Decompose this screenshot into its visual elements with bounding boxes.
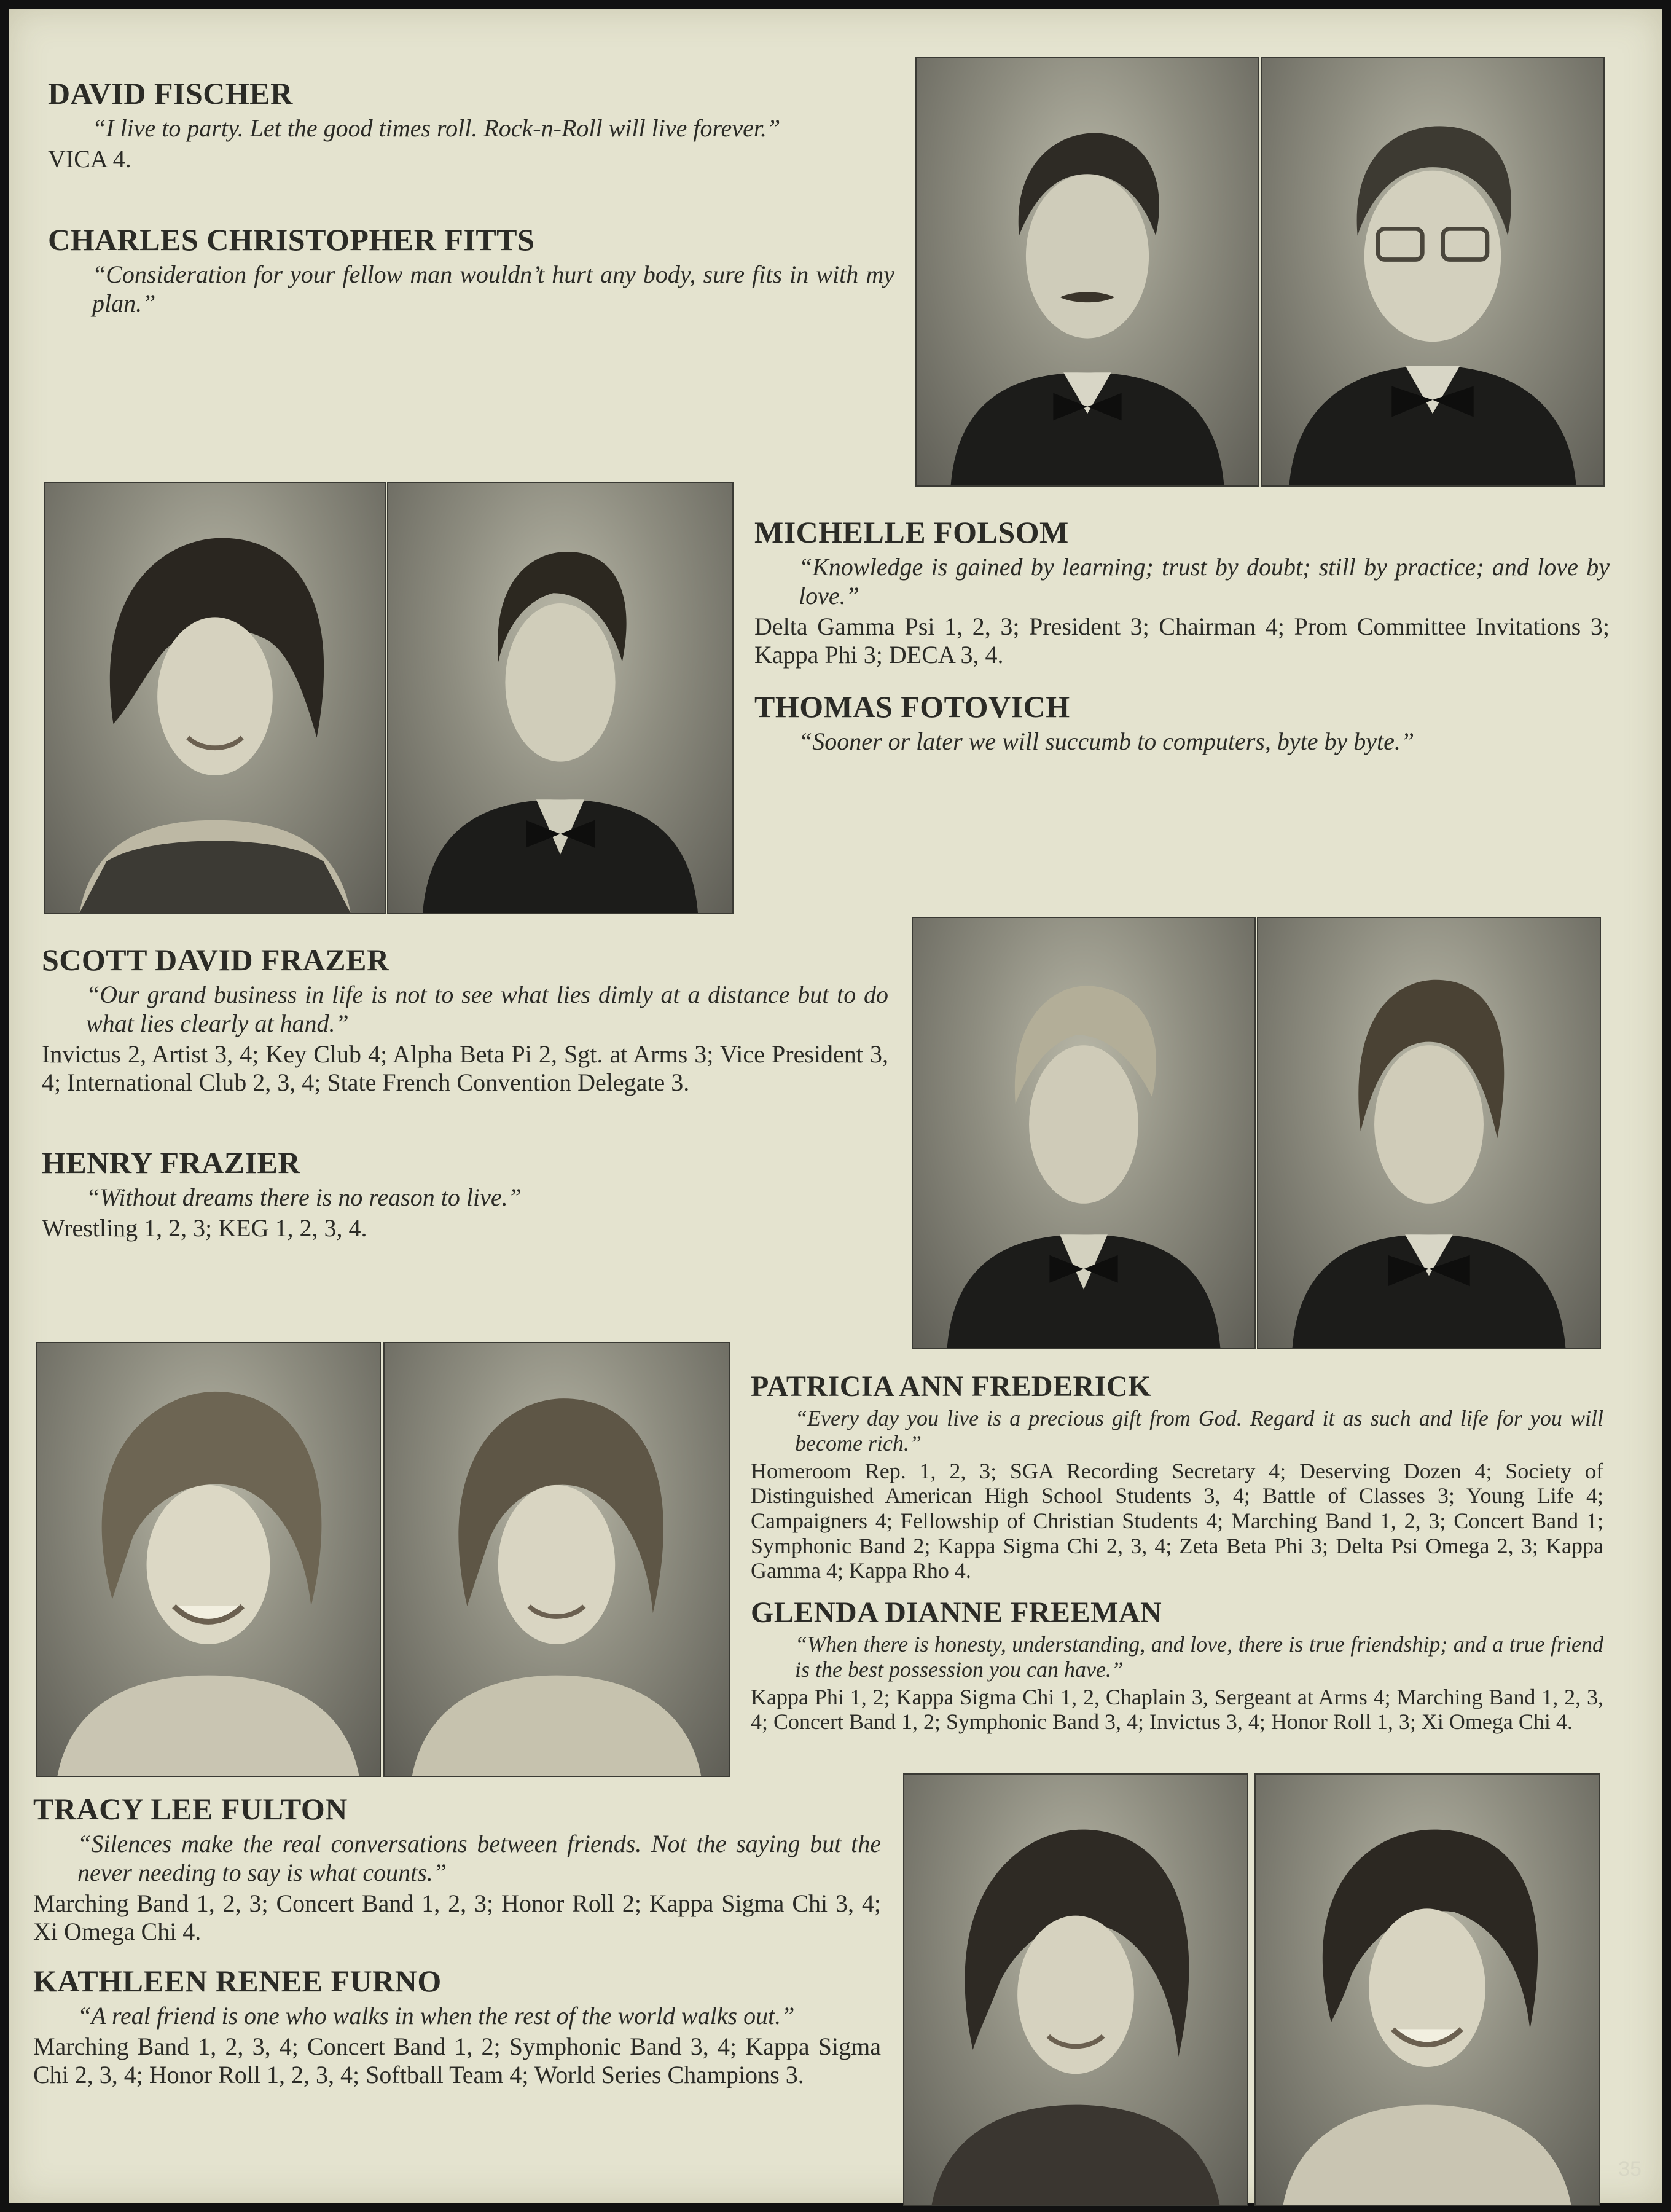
portrait-photo-freeman: [383, 1342, 730, 1777]
portrait-silhouette: [1262, 58, 1603, 485]
student-name: TRACY LEE FULTON: [33, 1792, 348, 1826]
student-quote: “ A real friend is one who walks in when the rest of the world walks out. ”: [33, 2001, 881, 2030]
portrait-photo-frazer: [912, 917, 1256, 1349]
portrait-photo-fulton: [903, 1773, 1248, 2206]
portrait-silhouette: [45, 483, 385, 913]
entry-kathleen-furno: [33, 1965, 881, 2089]
student-name: THOMAS FOTOVICH: [754, 689, 1070, 724]
portrait-silhouette: [37, 1343, 380, 1776]
student-activities: Marching Band 1, 2, 3; Concert Band 1, 2, 3; Honor Roll 2; Kappa Sigma Chi 3, 4; Xi Omega Chi 4.: [33, 1889, 881, 1945]
portrait-silhouette: [1258, 918, 1600, 1348]
student-activities: VICA 4.: [48, 144, 131, 173]
portrait-silhouette: [913, 918, 1254, 1348]
entry-charles-fitts: [48, 224, 894, 320]
portrait-photo-frazier: [1257, 917, 1601, 1349]
portrait-silhouette: [917, 58, 1258, 485]
student-name: GLENDA DIANNE FREEMAN: [751, 1596, 1162, 1629]
student-quote: “ I live to party. Let the good times roll. Rock-n-Roll will live forever. ”: [48, 114, 894, 143]
portrait-photo-folsom: [44, 482, 386, 914]
student-name: MICHELLE FOLSOM: [754, 515, 1069, 549]
entry-scott-frazer: [42, 944, 888, 1097]
student-activities: Delta Gamma Psi 1, 2, 3; President 3; Chairman 4; Prom Committee Invitations 3; Kappa Phi 3; DECA 3, 4.: [754, 612, 1610, 669]
portrait-silhouette: [904, 1775, 1247, 2205]
entry-tracy-fulton: [33, 1793, 881, 1946]
student-quote: “ Every day you live is a precious gift from God. Regard it as such and life for you will become rich. ”: [751, 1406, 1603, 1456]
yearbook-page: [9, 9, 1662, 2203]
student-activities: Marching Band 1, 2, 3, 4; Concert Band 1, 2; Symphonic Band 3, 4; Kappa Sigma Chi 2, 3, 4; Honor Roll 1, 2, 3, 4; Softball Team 4; World Series Champions 3.: [33, 2032, 881, 2088]
entry-patricia-frederick: [751, 1371, 1603, 1583]
student-name: DAVID FISCHER: [48, 76, 293, 111]
student-quote: “ Sooner or later we will succumb to computers, byte by byte. ”: [754, 727, 1610, 756]
entry-henry-frazier: [42, 1147, 888, 1242]
student-name: PATRICIA ANN FREDERICK: [751, 1370, 1151, 1403]
student-quote: “ Without dreams there is no reason to live. ”: [42, 1183, 888, 1212]
student-name: HENRY FRAZIER: [42, 1145, 300, 1180]
student-quote: “ Consideration for your fellow man wouldn’t hurt any body, sure fits in with my plan. ”: [48, 260, 894, 318]
student-quote: “ Knowledge is gained by learning; trust by doubt; still by practice; and love by love. ”: [754, 552, 1610, 610]
entry-michelle-folsom: [754, 516, 1610, 669]
student-name: CHARLES CHRISTOPHER FITTS: [48, 222, 535, 257]
portrait-photo-frederick: [36, 1342, 381, 1777]
student-name: SCOTT DAVID FRAZER: [42, 943, 389, 977]
portrait-photo-fotovich: [387, 482, 734, 914]
portrait-photo-fitts: [1261, 57, 1605, 487]
entry-david-fischer: [48, 77, 894, 173]
portrait-photo-fischer: [915, 57, 1259, 487]
student-activities: Kappa Phi 1, 2; Kappa Sigma Chi 1, 2, Chaplain 3, Sergeant at Arms 4; Marching Band 1, 2, 3, 4; Concert Band 1, 2; Symphonic Band 3, 4; Invictus 3, 4; Honor Roll 1, 3; Xi Omega Chi 4.: [751, 1684, 1603, 1735]
student-quote: “ Silences make the real conversations between friends. Not the saying but the never needing to say is what counts. ”: [33, 1829, 881, 1887]
page-number: 35: [1618, 2157, 1642, 2181]
portrait-silhouette: [385, 1343, 729, 1776]
student-quote: “ When there is honesty, understanding, and love, there is true friendship; and a true friend is the best possession you can have. ”: [751, 1632, 1603, 1682]
entry-thomas-fotovich: [754, 691, 1610, 758]
student-activities: Invictus 2, Artist 3, 4; Key Club 4; Alpha Beta Pi 2, Sgt. at Arms 3; Vice President 3, 4; International Club 2, 3, 4; State French Convention Delegate 3.: [42, 1040, 888, 1096]
student-quote: “ Our grand business in life is not to see what lies dimly at a distance but to do what lies clearly at hand. ”: [42, 980, 888, 1038]
student-activities: Homeroom Rep. 1, 2, 3; SGA Recording Secretary 4; Deserving Dozen 4; Society of Distinguished American High School Students 3, 4; Battle of Classes 3; Young Life 4; Campaigners 4; Fellowship of Christian Students 4; Marching Band 1, 2, 3; Concert Band 1; Symphonic Band 2; Kappa Sigma Chi 2, 3, 4; Zeta Beta Phi 3; Delta Psi Omega 2, 3; Kappa Gamma 4; Kappa Rho 4.: [751, 1458, 1603, 1583]
portrait-silhouette: [388, 483, 732, 913]
portrait-photo-furno: [1254, 1773, 1600, 2206]
student-activities: Wrestling 1, 2, 3; KEG 1, 2, 3, 4.: [42, 1214, 367, 1242]
entry-glenda-freeman: [751, 1598, 1603, 1735]
student-name: KATHLEEN RENEE FURNO: [33, 1964, 442, 1998]
portrait-silhouette: [1256, 1775, 1599, 2205]
